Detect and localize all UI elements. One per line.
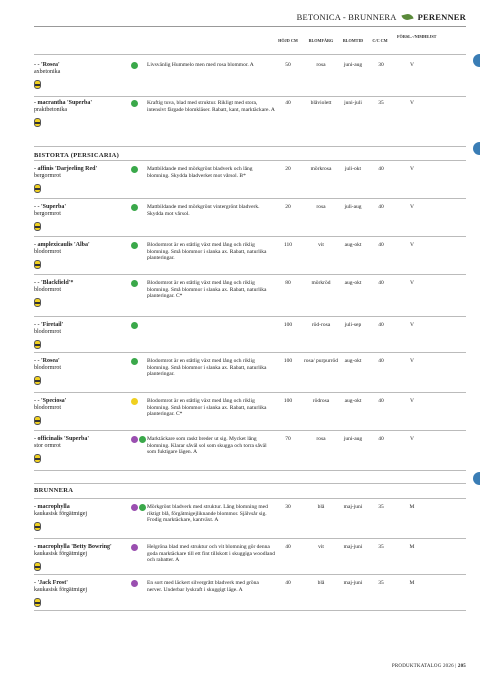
moisture-value: V [410,280,414,286]
section-title: BRUNNERA [34,487,74,494]
row-divider [34,160,466,161]
plant-common-name: kaukasisk förgätmigej [34,551,88,557]
spacing-value: 35 [378,580,384,586]
row-divider [34,498,466,499]
plant-description: Livsvänlig Hummelo men med rosa blommor. A [147,62,254,68]
plant-name: - - 'Speciosa' [34,398,67,404]
flower-color-value: vit [318,242,324,248]
row-divider [34,96,466,97]
flower-color-value: rosa/ purpurröd [303,358,339,364]
row-divider [34,316,466,317]
bee-icon [34,298,41,307]
row-divider [34,538,466,539]
plant-name: - macrantha 'Superba' [34,100,93,106]
plant-description: Mattbildande med mörkgrönt vintergrönt bladverk. Skydda mot vårsol. [147,204,260,217]
plant-description: En sort med läckert silvergrått bladverk med gröna nerver. Underbar lyskraft i skuggigt läge. A [147,580,259,593]
plant-name: - affinis 'Darjeeling Red' [34,166,98,172]
moisture-value: V [410,398,414,404]
light-indicators [131,62,138,69]
spacing-value: 40 [378,280,384,286]
flower-color-value: röd-rosa [311,322,331,328]
flower-color-value: blå [317,504,325,510]
spacing-value: 40 [378,166,384,172]
moisture-value: M [409,504,415,510]
page-footer: PRODUKTKATALOG 2026 | 205 [391,664,466,669]
height-value: 40 [285,544,291,550]
header-rule [34,26,466,27]
height-value: 80 [285,280,291,286]
height-value: 50 [285,62,291,68]
bee-icon [34,562,41,571]
bloom-time-value: maj-juni [343,544,363,550]
row-divider [34,198,466,199]
bloom-time-value: maj-juni [343,504,363,510]
light-indicators [131,358,138,365]
col-tid: BLOMTID [342,38,364,43]
flower-color-value: rosa [316,204,326,210]
section-title: BISTORTA (PERSICARIA) [34,152,120,159]
bee-icon [34,260,41,269]
bee-icon [34,522,41,531]
bloom-time-value: juli-okt [344,166,362,172]
header-category: PERENNER [417,12,466,22]
light-indicators [131,204,138,211]
row-divider [34,274,466,275]
page-header [297,10,466,24]
height-value: 100 [283,358,293,364]
bee-icon [34,454,41,463]
flower-color-value: blå [317,580,325,586]
plant-name: - 'Jack Frost' [34,580,68,586]
light-dot-icon [131,398,138,405]
plant-description: Helgröna blad med struktur och vit blomning gör denna goda marktäckare till ett fint tillskott i skuggiga woodland och rabatter. A [147,544,276,564]
leaf-icon [401,13,413,22]
col-fuk: FÖRSL.-/NIMHEJST [397,34,437,39]
bloom-time-value: aug-okt [344,398,362,404]
row-divider [34,574,466,575]
moisture-value: V [410,62,414,68]
light-dot-icon [131,580,138,587]
plant-description: Blodormrot är en ståtlig växt med lång och riklig blomning. Små blommor i slanka ax. Rabatt, naturlika planteringar. C* [147,398,267,418]
bloom-time-value: juni-aug [343,436,363,442]
plant-name: - - 'Blackfield'* [34,280,74,286]
moisture-value: V [410,358,414,364]
flower-color-value: rödrosa [312,398,330,404]
plant-description: Blodormrot är en ståtlig växt med lång och riklig blomning. Små blommor i slanka ax. Rabatt, naturlika planteringar. [147,358,267,378]
flower-color-value: mörkrosa [310,166,332,172]
plant-name: - amplexicaulis 'Alba' [34,242,90,248]
height-value: 110 [283,242,293,248]
spacing-value: 35 [378,100,384,106]
moisture-value: V [410,100,414,106]
col-farg: BLOMFÄRG [308,38,334,43]
light-indicators [131,242,138,249]
plant-common-name: blodormrot [34,329,61,335]
moisture-value: V [410,242,414,248]
plant-common-name: blodormrot [34,249,61,255]
plant-common-name: blodormrot [34,405,61,411]
light-dot-icon [131,504,138,511]
light-dot-icon [131,280,138,287]
bee-icon [34,416,41,425]
plant-common-name: praktbetonika [34,107,67,113]
plant-common-name: axbetonika [34,69,61,75]
spacing-value: 40 [378,322,384,328]
flower-color-value: vit [318,544,324,550]
bloom-time-value: juli-aug [344,204,362,210]
bee-icon [34,376,41,385]
bee-icon [34,118,41,127]
plant-common-name: bergormrot [34,173,61,179]
flower-color-value: rosa [316,62,326,68]
plant-description: Marktäckare som raskt breder ut sig. Mycket lång blomning. Klarar såväl sol som skugga och torra såväl som fuktigare lägen. A [147,436,267,456]
plant-description: Mattbildande med mörkgrönt bladverk och lång blomning. Skydda bladverket mot vårsol. B* [147,166,253,179]
light-indicators [131,544,138,551]
light-indicators [131,322,138,329]
plant-description: Mörkgrönt bladverk med struktur. Lång blomning med riktigt blå, förgätmigejliknande blommor. Självsår sig. Frodig marktäckare, kantväxt. A [147,504,268,524]
light-dot-icon [139,504,146,511]
plant-name: - macrophylla [34,504,70,510]
row-divider [34,610,466,611]
bee-icon [34,222,41,231]
spacing-value: 40 [378,242,384,248]
bee-icon [34,184,41,193]
light-dot-icon [131,204,138,211]
row-divider [34,392,466,393]
height-value: 40 [285,580,291,586]
light-dot-icon [131,544,138,551]
bee-icon [34,80,41,89]
height-value: 20 [285,166,291,172]
bloom-time-value: juli-sep [344,322,362,328]
moisture-value: V [410,166,414,172]
row-divider [34,470,466,471]
light-indicators [131,398,138,405]
spacing-value: 30 [378,62,384,68]
light-dot-icon [131,62,138,69]
light-indicators [131,100,138,107]
bloom-time-value: aug-okt [344,242,362,248]
light-indicators [131,166,138,173]
row-divider [34,146,466,147]
row-divider [34,352,466,353]
plant-name: - - 'Rosea' [34,358,60,364]
moisture-value: V [410,322,414,328]
col-hojd: HÖJD CM [278,38,298,43]
light-dot-icon [131,100,138,107]
spacing-value: 40 [378,398,384,404]
plant-name: - macrophylla 'Betty Bowring' [34,544,112,550]
plant-common-name: blodormrot [34,365,61,371]
footer-text: PRODUKTKATALOG 2026 [391,664,454,669]
bloom-time-value: aug-okt [344,358,362,364]
light-indicators [131,280,138,287]
bee-icon [34,340,41,349]
height-value: 70 [285,436,291,442]
moisture-value: V [410,436,414,442]
bloom-time-value: maj-juni [343,580,363,586]
plant-name: - - 'Firetail' [34,322,64,328]
plant-name: - - 'Rosea' [34,62,60,68]
plant-common-name: kaukasisk förgätmigej [34,511,88,517]
light-dot-icon [131,322,138,329]
height-value: 40 [285,100,291,106]
plant-common-name: bergormrot [34,211,61,217]
light-dot-icon [131,166,138,173]
row-divider [34,483,466,484]
bee-icon [34,598,41,607]
plant-common-name: kaukasisk förgätmigej [34,587,88,593]
spacing-value: 40 [378,358,384,364]
moisture-value: V [410,204,414,210]
plant-name: - - 'Superba' [34,204,67,210]
spacing-value: 35 [378,504,384,510]
col-cc: C/C CM [372,38,388,43]
bloom-time-value: aug-okt [344,280,362,286]
plant-name: - officinalis 'Superba' [34,436,90,442]
light-indicators [131,436,146,443]
height-value: 100 [283,398,293,404]
row-divider [34,54,466,55]
header-title: BETONICA - BRUNNERA [296,12,397,22]
light-dot-icon [139,436,146,443]
page-number: 205 [457,664,466,669]
moisture-value: M [409,544,415,550]
spacing-value: 40 [378,204,384,210]
flower-color-value: mörkröd [311,280,331,286]
light-dot-icon [131,358,138,365]
plant-description: Kraftig tuva, blad med struktur. Rikligt med stora, intensivt färgade blomkläser. Rabatt, kant, marktäckare. A [147,100,275,113]
height-value: 30 [285,504,291,510]
row-divider [34,236,466,237]
section-tab [473,142,480,155]
height-value: 100 [283,322,293,328]
row-divider [34,430,466,431]
light-indicators [131,580,138,587]
height-value: 20 [285,204,291,210]
plant-description: Blodormrot är en ståtlig växt med lång och riklig blomning. Små blommor i slanka ax. Rabatt, naturlika planteringar. C* [147,280,267,300]
spacing-value: 35 [378,544,384,550]
light-dot-icon [131,242,138,249]
flower-color-value: rosa [316,436,326,442]
plant-common-name: stor ormrot [34,443,61,449]
light-indicators [131,504,146,511]
light-dot-icon [131,436,138,443]
section-tab [473,54,480,67]
moisture-value: M [409,580,415,586]
plant-description: Blodormrot är en ståtlig växt med lång och riklig blomning. Små blommor i slanka ax. Rabatt, naturlika planteringar. [147,242,267,262]
bloom-time-value: juni-juli [344,100,362,106]
section-tab [473,472,480,485]
spacing-value: 40 [378,436,384,442]
bloom-time-value: juni-aug [343,62,363,68]
flower-color-value: blåviolett [310,100,332,106]
plant-common-name: blodormrot [34,287,61,293]
